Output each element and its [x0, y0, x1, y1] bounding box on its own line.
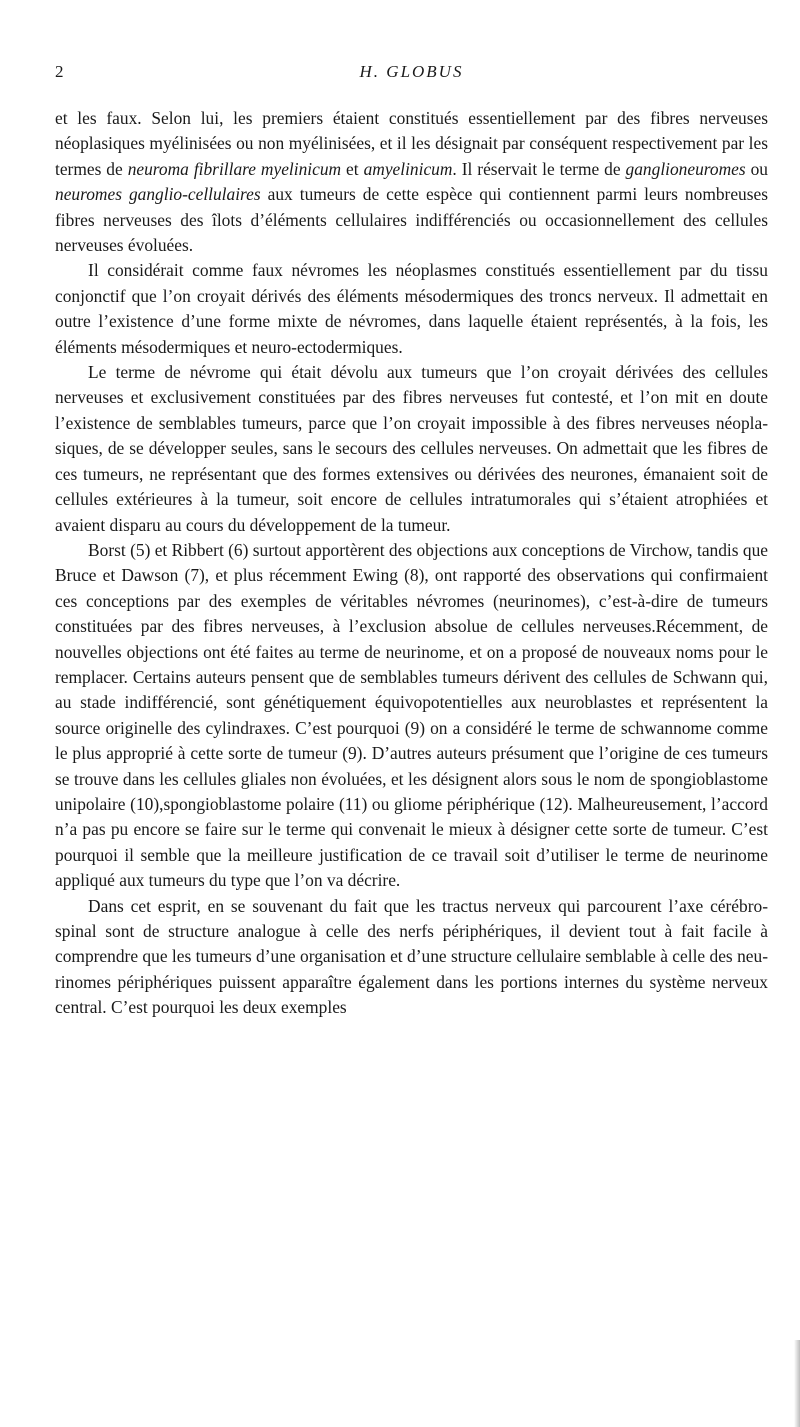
page-number: 2 [55, 62, 64, 81]
paragraph-3 [55, 360, 768, 538]
paragraph-4 [55, 538, 768, 894]
paragraph-2 [55, 258, 768, 360]
text-run: et les faux. Selon lui, les premiers étaient constitués essentiellement par des fibres nerveuses néoplasiques myélinisées ou non myélinisées, et il les désignait par conséquent respectivement par les termes de [55, 108, 768, 179]
text-run: Il considérait comme faux névromes les néoplasmes constitués essentiellement par du tissu conjonctif que l’on croyait dérivés des éléments mésodermiques des troncs nerveux. Il admettait en outre l’existence d’une forme mixte de névromes, dans laquelle étaient représentés, à la fois, les éléments mésodermiques et neuro-ectodermiques. [55, 260, 768, 357]
text-run: . Il réservait le terme de [452, 158, 626, 179]
paragraph-5 [55, 894, 768, 1021]
document-page [55, 62, 768, 1021]
text-run: aux tumeurs de cette espèce qui contiennent parmi leurs nombreuses fibres nerveuses des îlots d’éléments cellulaires indifférenciés ou occasionnellement des cellules nerveuses évoluées. [55, 184, 768, 256]
term: neuromes ganglio-cellulaires [55, 184, 261, 205]
text-run: et [341, 158, 364, 179]
term: ganglioneuromes [625, 158, 746, 179]
running-head [55, 62, 768, 92]
scan-edge-shadow [794, 1340, 800, 1427]
author-running-head: H. GLOBUS [359, 62, 464, 81]
text-run: Dans cet esprit, en se souvenant du fait que les tractus nerveux qui parcourent l’axe cérébro-spinal sont de structure analogue à celle des nerfs périphériques, il devient tout à fait facile à comprendre que les tumeurs d’une organisation et d’une structure cellulaire semblable à celle des neurinomes périphériques puissent apparaître également dans les portions internes du système nerveux central. C’est pourquoi les deux exemples [55, 895, 768, 1018]
text-run: Le terme de névrome qui était dévolu aux tumeurs que l’on croyait dérivées des cellules nerveuses et exclusivement constituées par des fibres nerveuses fut contesté, et l’on mit en doute l’existence de semblables tumeurs, parce que l’on croyait impossible à des fibres nerveuses néoplasiques, de se développer seules, sans le secours des cellules nerveuses. On admettait que les fibres de ces tumeurs, ne représentant que des formes extensives ou dérivées des neurones, émanaient soit de cellules extérieures à la tumeur, soit encore de cellules intratumorales qui s’étaient atrophiées et avaient disparu au cours du développement de la tumeur. [55, 362, 768, 535]
paragraph-1 [55, 106, 768, 258]
body-text [55, 106, 768, 1021]
latin-term: amyelinicum [363, 158, 453, 179]
latin-term: neuroma fibrillare myelinicum [127, 158, 342, 179]
text-run: ou [745, 158, 768, 179]
text-run: Borst (5) et Ribbert (6) surtout apportèrent des objections aux conceptions de Virchow, tandis que Bruce et Dawson (7), et plus récemment Ewing (8), ont rapporté des observations qui confirmaient ces conceptions par des exemples de véritables névromes (neurinomes), c’est-à-dire de tumeurs constituées par des fibres nerveuses, à l’exclusion absolue de cellules nerveuses.Récemment, de nouvelles objections ont été faites au terme de neurinome, et on a proposé de nouveaux noms pour le remplacer. Certains auteurs pensent que de semblables tumeurs dérivent des cellules de Schwann qui, au stade indifférencié, sont génétiquement équivopotentielles aux neuroblastes et représentent la source originelle des cylindraxes. C’est pourquoi (9) on a considéré le terme de schwannome comme le plus approprié à cette sorte de tumeur (9). D’autres auteurs présument que l’origine de ces tumeurs se trouve dans les cellules gliales non évoluées, et les désignent alors sous le nom de spongioblastome unipolaire (10),spongioblastome polaire (11) ou gliome périphérique (12). Malheureusement, l’accord n’a pas pu encore se faire sur le terme qui convenait le mieux à désigner cette sorte de tumeur. C’est pourquoi il semble que la meilleure justification de ce travail soit d’utiliser le terme de neurinome appliqué aux tumeurs du type que l’on va décrire. [55, 539, 768, 891]
